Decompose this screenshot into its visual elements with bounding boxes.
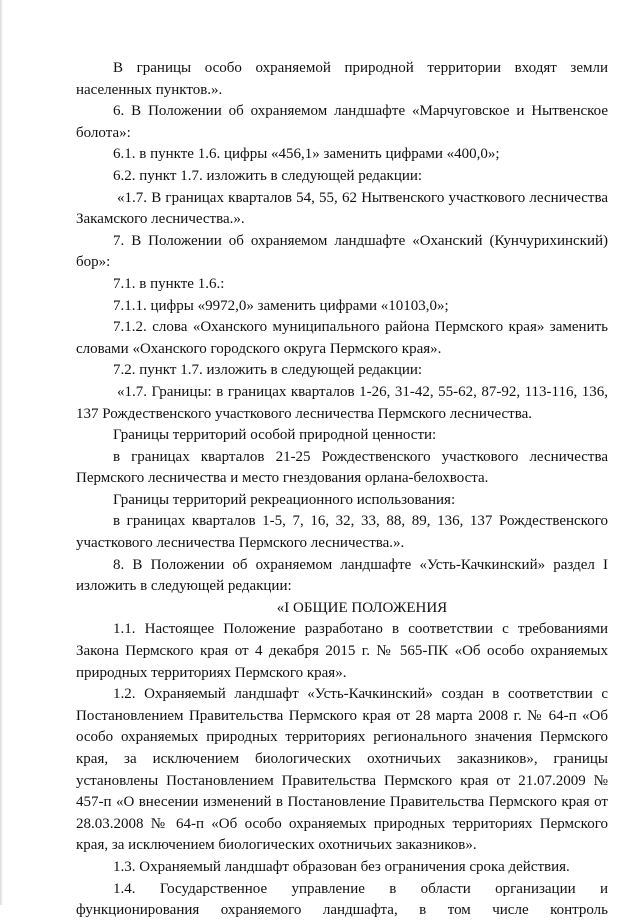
paragraph: 7.1.1. цифры «9972,0» заменить цифрами «10103,0»; [113, 297, 449, 314]
paragraph: 7.1.2. слова «Оханского муниципального района Пермского края» заменить словами «Оханского городского округа Пермского края». [76, 319, 608, 357]
document-page [76, 58, 608, 922]
paragraph: 7.1. в пункте 1.6.: [113, 275, 225, 292]
paragraph: 1.2. Охраняемый ландшафт «Усть-Качкинский» создан в соответствии с Постановлением Правительства Пермского края от 28 марта 2008 г. № 64-п «Об особо охраняемых природных территориях регионального значения Пермского края, за исключением биологических охотничьих заказников», границы установлены Постановлением Правительства Пермского края от 21.07.2009 № 457-п «О внесении изменений в Постановление Правительства Пермского края от 28.03.2008 № 64-п «Об особо охраняемых природных территориях Пермского края, за исключением биологических охотничьих заказников». [76, 686, 608, 854]
scan-edge [0, 0, 3, 905]
section-heading: «I ОБЩИЕ ПОЛОЖЕНИЯ [276, 599, 448, 616]
paragraph: В границы особо охраняемой природной территории входят земли населенных пунктов.». [76, 60, 608, 98]
paragraph: 1.4. Государственное управление в области организации и функционирования охраняемого ландшафта, в том числе контроль [76, 880, 608, 919]
paragraph: 6.2. пункт 1.7. изложить в следующей редакции: [113, 167, 423, 184]
paragraph: Границы территорий рекреационного использования: [113, 491, 456, 508]
paragraph: 1.3. Охраняемый ландшафт образован без ограничения срока действия. [113, 858, 570, 875]
paragraph: в границах кварталов 1-5, 7, 16, 32, 33, 88, 89, 136, 137 Рождественского участкового лесничества Пермского лесничества.». [76, 513, 608, 552]
paragraph: 8. В Положении об охраняемом ландшафте «Усть-Качкинский» раздел I изложить в следующей редакции: [76, 556, 608, 595]
paragraph: в границах кварталов 21-25 Рождественского участкового лесничества Пермского лесничества и место гнездования орлана-белохвоста. [76, 448, 608, 487]
paragraph: 1.1. Настоящее Положение разработано в соответствии с требованиями Закона Пермского края от 4 декабря 2015 г. № 565-ПК «Об особо охраняемых природных территориях Пермского края». [76, 621, 608, 681]
paragraph: 6.1. в пункте 1.6. цифры «456,1» заменить цифрами «400,0»; [113, 146, 500, 163]
paragraph: «1.7. В границах кварталов 54, 55, 62 Нытвенского участкового лесничества Закамского лесничества.». [76, 189, 608, 228]
paragraph: 6. В Положении об охраняемом ландшафте «Марчуговское и Нытвенское болота»: [76, 103, 608, 141]
paragraph: «1.7. Границы: в границах кварталов 1-26, 31-42, 55-62, 87-92, 113-116, 136, 137 Рождественского участкового лесничества Пермского лесничества. [76, 383, 608, 422]
paragraph: Границы территорий особой природной ценности: [113, 427, 437, 444]
paragraph: 7.2. пункт 1.7. изложить в следующей редакции: [113, 362, 423, 379]
paragraph: 7. В Положении об охраняемом ландшафте «Оханский (Кунчурихинский) бор»: [76, 232, 608, 271]
